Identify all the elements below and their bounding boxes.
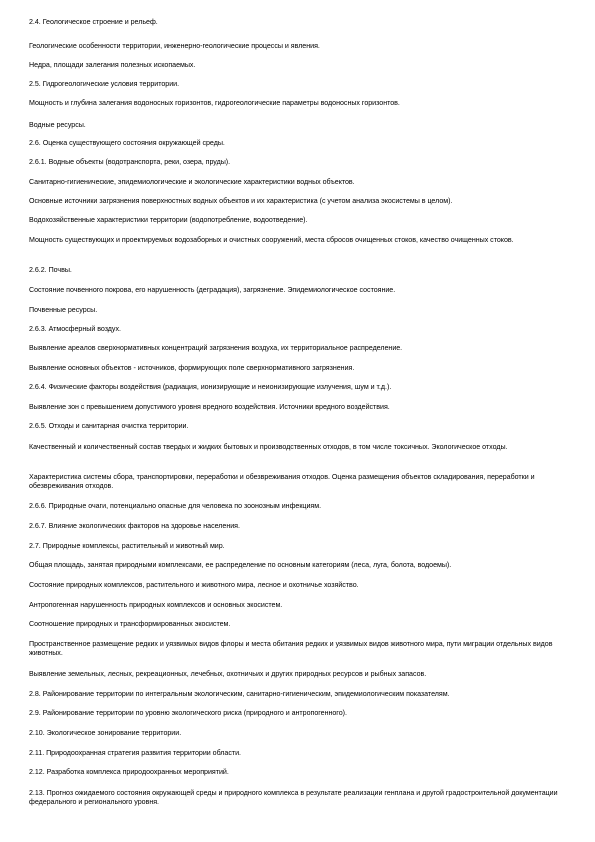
paragraph: Качественный и количественный состав твердых и жидких бытовых и производственных отходов, в том числе токсичных. Экологическое отходы.: [29, 443, 508, 451]
section-heading-2-12: 2.12. Разработка комплекса природоохранных мероприятий.: [29, 768, 229, 776]
section-heading-2-5: 2.5. Гидрогеологические условия территории.: [29, 80, 180, 88]
paragraph: Недра, площади залегания полезных ископаемых.: [29, 61, 196, 69]
paragraph: Почвенные ресурсы.: [29, 306, 98, 314]
section-heading-2-6: 2.6. Оценка существующего состояния окружающей среды.: [29, 139, 225, 147]
paragraph: Общая площадь, занятая природными комплексами, ее распределение по основным категориям (леса, луга, болота, водоемы).: [29, 561, 452, 569]
section-heading-2-4: 2.4. Геологическое строение и рельеф.: [29, 18, 158, 26]
section-heading-2-10: 2.10. Экологическое зонирование территории.: [29, 729, 182, 737]
paragraph: Мощность и глубина залегания водоносных горизонтов, гидрогеологические параметры водоносных горизонтов.: [29, 99, 400, 107]
section-heading-2-6-7: 2.6.7. Влияние экологических факторов на здоровье населения.: [29, 522, 240, 530]
section-heading-2-7: 2.7. Природные комплексы, растительный и животный мир.: [29, 542, 225, 550]
section-heading-2-6-5: 2.6.5. Отходы и санитарная очистка территории.: [29, 422, 189, 430]
paragraph: Геологические особенности территории, инженерно-геологические процессы и явления.: [29, 42, 320, 50]
paragraph: Мощность существующих и проектируемых водозаборных и очистных сооружений, места сбросов очищенных стоков, качество очищенных стоков.: [29, 236, 514, 244]
paragraph: Выявление земельных, лесных, рекреационных, лечебных, охотничьих и других природных ресурсов и рыбных запасов.: [29, 670, 427, 678]
paragraph: Состояние природных комплексов, растительного и животного мира, лесное и охотничье хозяйство.: [29, 581, 359, 589]
paragraph: Водные ресурсы.: [29, 121, 86, 129]
section-heading-2-6-6: 2.6.6. Природные очаги, потенциально опасные для человека по зоонозным инфекциям.: [29, 502, 322, 510]
section-heading-2-9: 2.9. Районирование территории по уровню экологического риска (природного и антропогенного).: [29, 709, 347, 717]
paragraph: Санитарно-гигиенические, эпидемиологические и экологические характеристики водных объектов.: [29, 178, 355, 186]
paragraph: Выявление ареалов сверхнормативных концентраций загрязнения воздуха, их территориальное распределение.: [29, 344, 403, 352]
paragraph: Выявление зон с превышением допустимого уровня вредного воздействия. Источники вредного воздействия.: [29, 403, 390, 411]
paragraph: Соотношение природных и трансформированных экосистем.: [29, 620, 231, 628]
section-heading-2-6-4: 2.6.4. Физические факторы воздействия (радиация, ионизирующие и неионизирующие излучения, шум и т.д.).: [29, 383, 392, 391]
section-heading-2-11: 2.11. Природоохранная стратегия развития территории области.: [29, 749, 241, 757]
section-heading-2-6-1: 2.6.1. Водные объекты (водотранспорта, реки, озера, пруды).: [29, 158, 231, 166]
paragraph: Состояние почвенного покрова, его нарушенность (деградация), загрязнение. Эпидемиологическое состояние.: [29, 286, 396, 294]
section-heading-2-13: 2.13. Прогноз ожидаемого состояния окружающей среды и природного комплекса в результате реализации генплана и другой градостроительной документации федерального и регионального уровня.: [29, 789, 558, 806]
paragraph: Выявление основных объектов - источников, формирующих поле сверхнормативного загрязнения.: [29, 364, 355, 372]
paragraph: Характеристика системы сбора, транспортировки, переработки и обезвреживания отходов. Оценка размещения объектов складирования, переработки и обезвреживания отходов.: [29, 473, 535, 490]
paragraph: Водохозяйственные характеристики территории (водопотребление, водоотведение).: [29, 216, 308, 224]
paragraph: Основные источники загрязнения поверхностных водных объектов и их характеристика (с учетом анализа экосистемы в целом).: [29, 197, 453, 205]
section-heading-2-6-2: 2.6.2. Почвы.: [29, 266, 72, 274]
paragraph: Антропогенная нарушенность природных комплексов и основных экосистем.: [29, 601, 283, 609]
section-heading-2-6-3: 2.6.3. Атмосферный воздух.: [29, 325, 121, 333]
section-heading-2-8: 2.8. Районирование территории по интегральным экологическим, санитарно-гигиеническим, эпидемиологическим показателям.: [29, 690, 450, 698]
paragraph: Пространственное размещение редких и уязвимых видов флоры и места обитания редких и уязвимых видов животного мира, пути миграции отдельных видов животных.: [29, 640, 553, 657]
